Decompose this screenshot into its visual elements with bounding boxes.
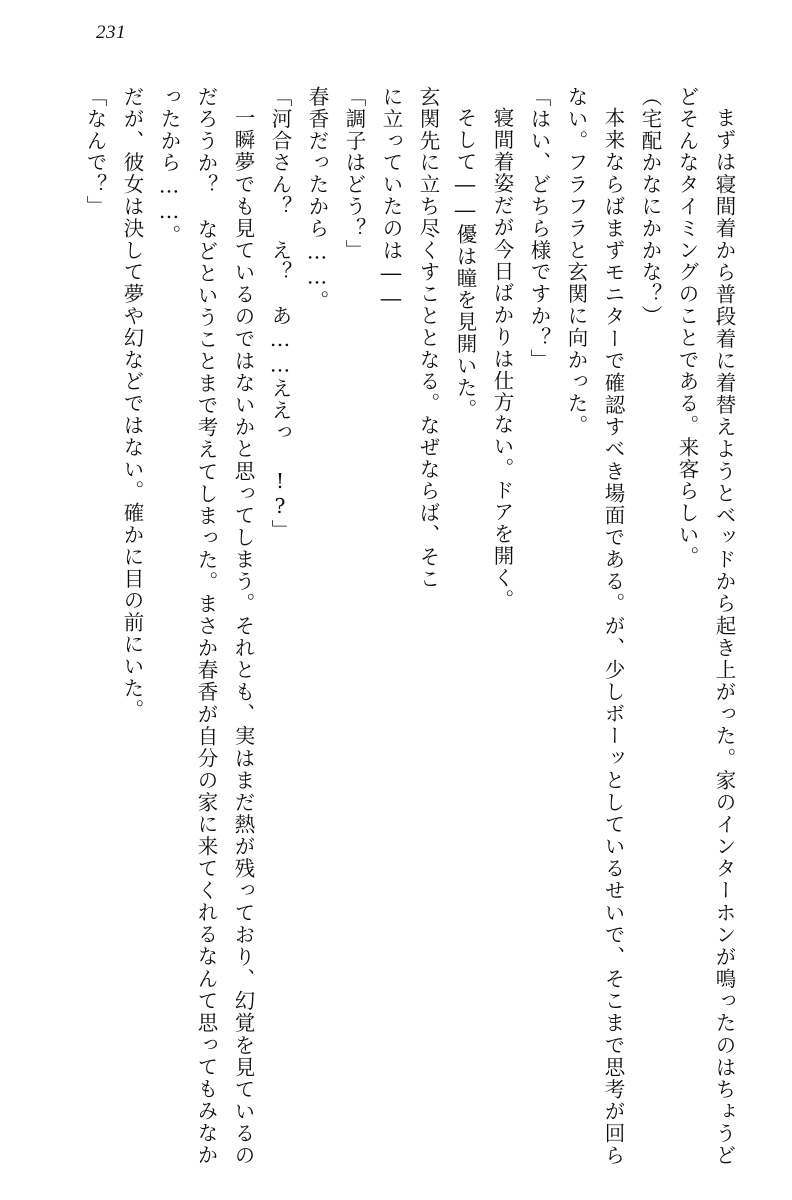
paragraph: 一瞬夢でも見ているのではないかと思ってしまう。それとも、実はまだ熱が残っており、幻覚を見ているのだろうか？ などということまで考えてしまった。まさか春香が自分の家に来てくれるなんて思ってもみなかったから……。 (157, 86, 255, 1166)
page-body-text (56, 86, 742, 1166)
page-number: 231 (96, 22, 126, 43)
paragraph: 「調子はどう？」 (342, 86, 366, 262)
paragraph: 「はい、どちら様ですか？」 (527, 86, 551, 371)
paragraph: に立っていたのは―― (379, 86, 403, 312)
paragraph: だが、彼女は決して夢や幻などではない。確かに目の前にいた。 (120, 86, 144, 722)
paragraph: 「河合さん？ え？ あ……ええっ !?」 (268, 86, 292, 542)
paragraph: そして――優は瞳を見開いた。 (453, 106, 477, 421)
paragraph-note: 玄関先に立ち尽くすこととなる。なぜならば、そこ (416, 86, 440, 590)
paragraph: 「なんで？」 (83, 86, 107, 218)
paragraph: 寝間着姿だが今日ばかりは仕方ない。ドアを開く。 (490, 106, 514, 611)
paragraph: まずは寝間着から普段着に着替えようとベッドから起き上がった。家のインターホンが鳴ったのはちょうどどそんなタイミングのことである。来客らしい。 (675, 86, 736, 1166)
paragraph: 本来ならばまずモニターで確認すべき場面である。が、少しボーッとしているせいで、そこまで思考が回らない。フラフラと玄関に向かった。 (564, 86, 625, 1166)
paragraph: 春香だったから……。 (305, 86, 329, 312)
paragraph: （宅配かなにかかな？） (638, 86, 662, 327)
